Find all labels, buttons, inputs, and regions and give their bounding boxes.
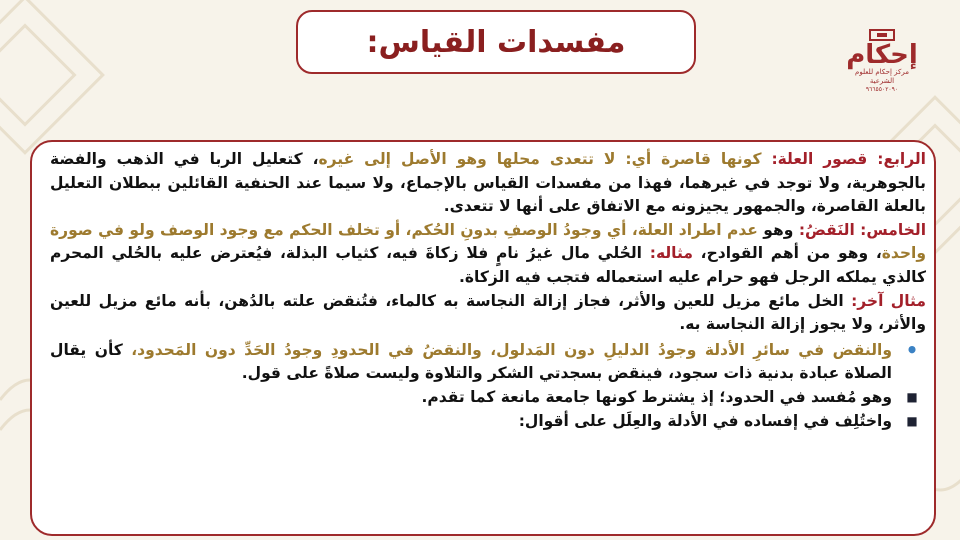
bullet-1-lead: والنقض في سائرِ الأدلة وجودُ الدليلِ دون المَدلول، والنقضُ في الحدودِ وجودُ الحَدِّ دون المَحدود، bbox=[131, 340, 892, 359]
reason-5-body2: الحُلي مال غيرُ نامٍ فلا زكاةَ فيه، كثياب البذلة، فيُعترض عليه بالحُلي المحرم كالذي يملكه الرجل فهو حرام عليه استعماله فتجب فيه الزكاة. bbox=[50, 244, 926, 286]
reason-5-example-label: مثاله: bbox=[649, 244, 693, 263]
title-box bbox=[296, 10, 696, 74]
content-box bbox=[30, 140, 936, 536]
bullet-dot-icon: • bbox=[905, 337, 919, 362]
reason-5-lead: وهو bbox=[757, 220, 799, 239]
logo-subtitle: مركز إحكام للعلوم الشرعية bbox=[855, 68, 909, 85]
reason-5-body1: ، وهو من أهم القوادح، bbox=[692, 244, 882, 263]
reason-5-definition: عدم اطراد العلة، أي وجودُ الوصفِ بدونِ الحُكم، أو تخلف الحكم مع وجود الوصف ولو في صورة واحدة bbox=[50, 220, 927, 263]
list-item bbox=[50, 339, 926, 386]
bullet-2-body: وهو مُفسد في الحدود؛ إذ يشترط كونها جامعة مانعة كما تقدم. bbox=[421, 387, 892, 406]
bullet-1-body: كأن يقال الصلاة عبادة بدنية ذات سجود، فينقض بسجدتي الشكر والتلاوة وليست صلاةً على قول. bbox=[50, 340, 892, 383]
reason-4-body: ، كتعليل الربا في الذهب والفضة بالجوهرية، ولا توجد في غيرهما، فهذا من مفسدات القياس بالإجماع، ولا سيما عند الحنفية القائلين ببطلان التعليل بالعلة القاصرة، والجمهور يجيزونه مع الاتفاق على أنها لا تتعدى. bbox=[50, 150, 926, 216]
reason-4-label: الرابع: قصور العلة: bbox=[771, 150, 926, 168]
another-example-body: الخل مائع مزيل للعين والأثر، فجاز إزالة النجاسة به كالماء، فتُنقض علته بالدُهن، بأنه مائع مزيل للعين والأثر، ولا يجوز إزالة النجاسة به. bbox=[50, 291, 926, 334]
content-text bbox=[50, 148, 926, 433]
another-example-label: مثال آخر: bbox=[851, 291, 926, 310]
list-item bbox=[50, 410, 926, 434]
bullet-3-body: واختُلِف في إفساده في الأدلة والعِلَل على أقوال: bbox=[518, 411, 892, 430]
logo-code: ٩٦٦٥٥٠٢٠٩٠ bbox=[865, 86, 899, 93]
paragraph-reason-4 bbox=[50, 148, 926, 219]
paragraph-reason-5 bbox=[50, 219, 926, 290]
reason-5-label: الخامس: النَقضُ: bbox=[798, 220, 927, 239]
logo-name: إحكام bbox=[846, 40, 918, 70]
bullet-square-icon: ■ bbox=[906, 413, 918, 428]
bullet-list bbox=[50, 339, 926, 433]
list-item bbox=[50, 386, 926, 410]
page-title: مفسدات القياس: bbox=[366, 24, 626, 60]
paragraph-another-example bbox=[50, 290, 926, 337]
bullet-square-icon: ■ bbox=[906, 389, 918, 404]
logo bbox=[842, 28, 922, 98]
reason-4-definition: كونها قاصرة أي: لا تتعدى محلها وهو الأصل إلى غيره bbox=[318, 150, 772, 168]
